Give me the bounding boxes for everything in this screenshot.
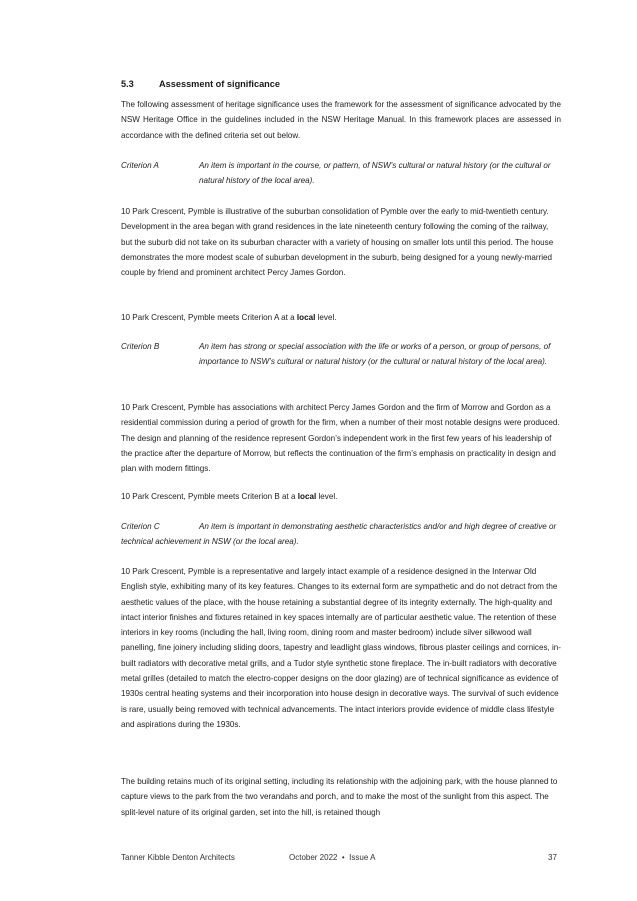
criterion-b-meets	[121, 489, 561, 504]
footer-company: Tanner Kibble Denton Architects	[121, 853, 235, 862]
criterion-a-meets-suffix: level.	[315, 313, 337, 322]
criterion-b-meets-level: local	[297, 492, 317, 501]
criterion-c-text: An item is important in demonstrating aesthetic characteristics and/or and high degree of creative or technical achievement in NSW (or the local area).	[121, 522, 557, 547]
criterion-c-label: Criterion C	[121, 522, 160, 531]
section-number: 5.3	[121, 79, 134, 89]
criterion-a-text: An item is important in the course, or pattern, of NSW’s cultural or natural history (or the cultural or natural history of the local area).	[199, 161, 551, 186]
section-title: Assessment of significance	[159, 79, 281, 89]
criterion-a-paragraph: 10 Park Crescent, Pymble is illustrative of the suburban consolidation of Pymble over the early to mid-twentieth century. Development in the area began with grand residences in the late nineteenth century following the coming of the railway, but the suburb did not take on its suburban character with a variety of housing on smaller lots until this period. The house demonstrates the more modest scale of suburban development in the suburb, being designed for a young newly-married couple by friend and prominent architect Percy James Gordon.	[121, 207, 554, 278]
criterion-a-label: Criterion A	[121, 161, 159, 170]
criterion-b-paragraph: 10 Park Crescent, Pymble has associations with architect Percy James Gordon and the firm of Morrow and Gordon as a residential commission during a period of growth for the firm, when a number of their most notable designs were produced. The design and planning of the residence represent Gordon’s independent work in the first few years of his leadership of the practice after the departure of Morrow, but reflects the continuation of the firm’s emphasis on practicality in design and plan with modern fittings.	[121, 403, 560, 474]
criterion-c-paragraph-2: The building retains much of its original setting, including its relationship with the adjoining park, with the house planned to capture views to the park from the two verandahs and porch, and to make the most of the sunlight from this aspect. The split-level nature of its original garden, set into the hill, is retained though	[121, 777, 558, 817]
section-heading	[121, 79, 280, 89]
criterion-a-meets-prefix: 10 Park Crescent, Pymble meets Criterion A at a	[121, 313, 297, 322]
criterion-a-meets	[121, 310, 561, 325]
criterion-b-block	[121, 339, 561, 370]
criterion-c-paragraph-1: 10 Park Crescent, Pymble is a representative and largely intact example of a residence designed in the Interwar Old English style, exhibiting many of its key features. Changes to its external form are sympathetic and do not detract from the aesthetic values of the place, with the house retaining a substantial degree of its integrity externally. The high-quality and intact interior finishes and fixtures retained in key spaces internally are of particular aesthetic value. The retention of these interiors in key rooms (including the hall, living room, dining room and master bedroom) include silver silkwood wall panelling, fine joinery including sliding doors, tapestry and leadlight glass windows, fibrous plaster ceilings and cornices, in-built radiators with decorative metal grills, and a Tudor style synthetic stone fireplace. The in-built radiators with decorative metal grilles (detailed to match the electro-copper designs on the door glazing) are of technical significance as evidence of 1930s central heating systems and their incorporation into house design in decorative ways. The survival of such evidence is rare, usually being removed with technical advancements. The intact interiors provide evidence of middle class lifestyle and aspirations during the 1930s.	[121, 567, 562, 729]
footer-date-issue: October 2022 • Issue A	[289, 853, 376, 862]
footer-page-number: 37	[548, 853, 557, 862]
intro-paragraph: The following assessment of heritage significance uses the framework for the assessment of significance advocated by the NSW Heritage Office in the guidelines included in the NSW Heritage Manual. In this framework places are assessed in accordance with the defined criteria set out below.	[121, 100, 561, 140]
criterion-b-meets-suffix: level.	[316, 492, 338, 501]
criterion-b-meets-prefix: 10 Park Crescent, Pymble meets Criterion B at a	[121, 492, 298, 501]
criterion-a-meets-level: local	[296, 313, 316, 322]
criterion-b-label: Criterion B	[121, 342, 160, 351]
criterion-a-block	[121, 158, 561, 189]
criterion-c-block	[121, 519, 561, 550]
criterion-b-text: An item has strong or special association with the life or works of a person, or group of persons, of importance to NSW’s cultural or natural history (or the cultural or natural history of the local area).	[199, 342, 551, 367]
